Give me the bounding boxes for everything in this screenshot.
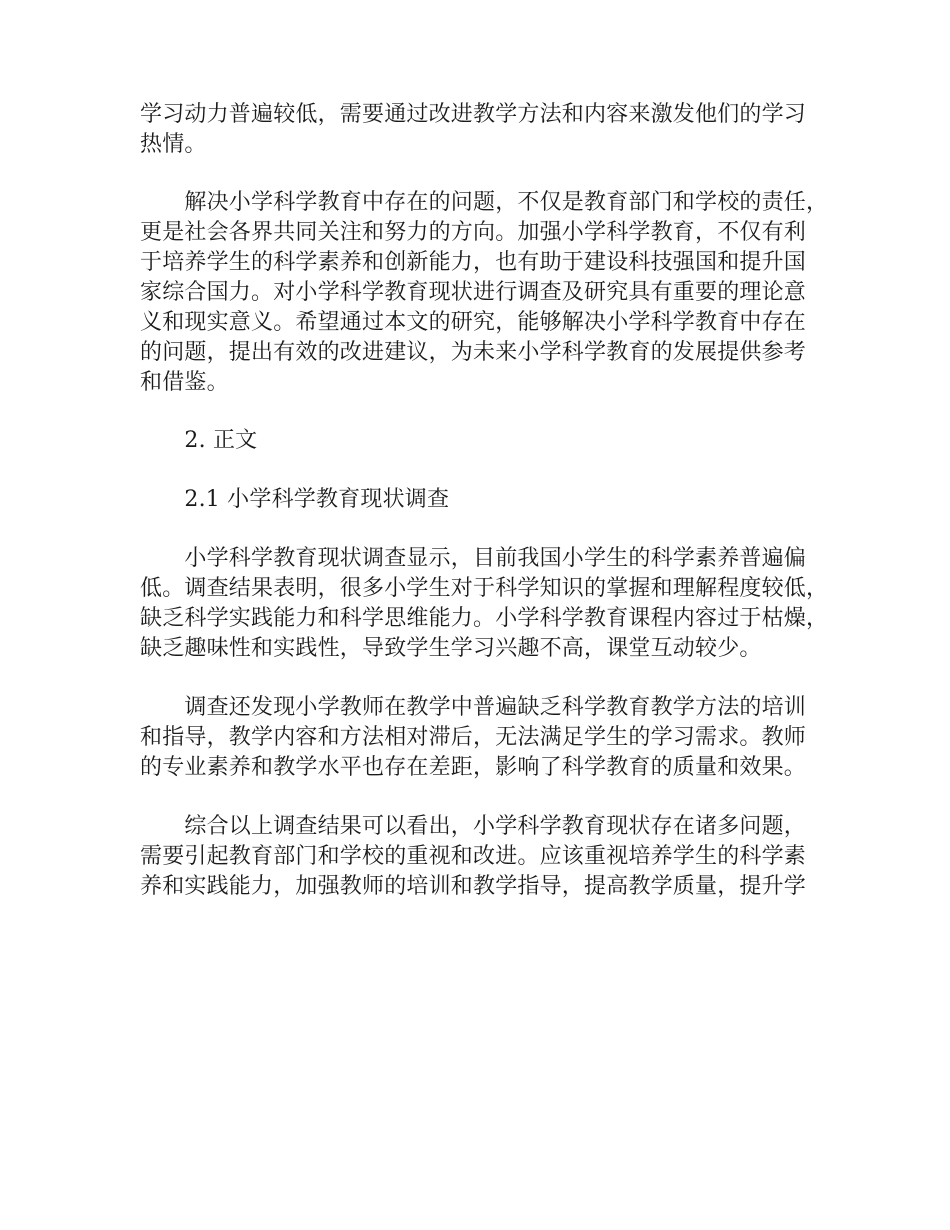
paragraph-spacer (140, 398, 820, 426)
text-line: 义和现实意义。希望通过本文的研究，能够解决小学科学教育中存在 (140, 310, 807, 335)
text-line: 更是社会各界共同关注和努力的方向。加强小学科学教育，不仅有利 (140, 220, 807, 245)
paragraph-teacher-findings (140, 693, 820, 783)
text-line: 的问题，提出有效的改进建议，为未来小学科学教育的发展提供参考 (140, 340, 807, 365)
text-line: 低。调查结果表明，很多小学生对于科学知识的掌握和理解程度较低， (140, 576, 829, 601)
text-line: 缺乏科学实践能力和科学思维能力。小学科学教育课程内容过于枯燥， (140, 606, 829, 631)
text-line: 解决小学科学教育中存在的问题，不仅是教育部门和学校的责任， (140, 190, 829, 215)
text-line: 养和实践能力，加强教师的培训和教学指导，提高教学质量，提升学 (140, 874, 807, 899)
paragraph-spacer (140, 515, 820, 544)
paragraph-spacer (140, 783, 820, 812)
text-line: 小学科学教育现状调查显示，目前我国小学生的科学素养普遍偏 (140, 546, 807, 571)
section-heading-main (140, 426, 820, 456)
heading-text: 2.1 小学科学教育现状调查 (140, 487, 450, 512)
text-line: 于培养学生的科学素养和创新能力，也有助于建设科技强国和提升国 (140, 250, 807, 275)
paragraph-spacer (140, 664, 820, 693)
text-line: 和借鉴。 (140, 370, 229, 395)
paragraph-spacer (140, 456, 820, 485)
document-body (140, 100, 829, 902)
text-line: 需要引起教育部门和学校的重视和改进。应该重视培养学生的科学素 (140, 844, 807, 869)
paragraph-survey-findings (140, 544, 829, 664)
paragraph-spacer (140, 160, 820, 188)
heading-text: 2. 正文 (140, 428, 258, 453)
text-line: 家综合国力。对小学科学教育现状进行调查及研究具有重要的理论意 (140, 280, 807, 305)
text-line: 缺乏趣味性和实践性，导致学生学习兴趣不高，课堂互动较少。 (140, 636, 762, 661)
section-heading-sub (140, 485, 820, 515)
text-line: 和指导，教学内容和方法相对滞后，无法满足学生的学习需求。教师 (140, 725, 807, 750)
text-line: 综合以上调查结果可以看出，小学科学教育现状存在诸多问题， (140, 814, 807, 839)
text-line: 调查还发现小学教师在教学中普遍缺乏科学教育教学方法的培训 (140, 695, 807, 720)
paragraph-intro-continued (140, 100, 820, 160)
text-line: 热情。 (140, 132, 207, 157)
paragraph-summary (140, 812, 820, 902)
text-line: 学习动力普遍较低，需要通过改进教学方法和内容来激发他们的学习 (140, 102, 807, 127)
paragraph-importance (140, 188, 829, 398)
text-line: 的专业素养和教学水平也存在差距，影响了科学教育的质量和效果。 (140, 755, 807, 780)
